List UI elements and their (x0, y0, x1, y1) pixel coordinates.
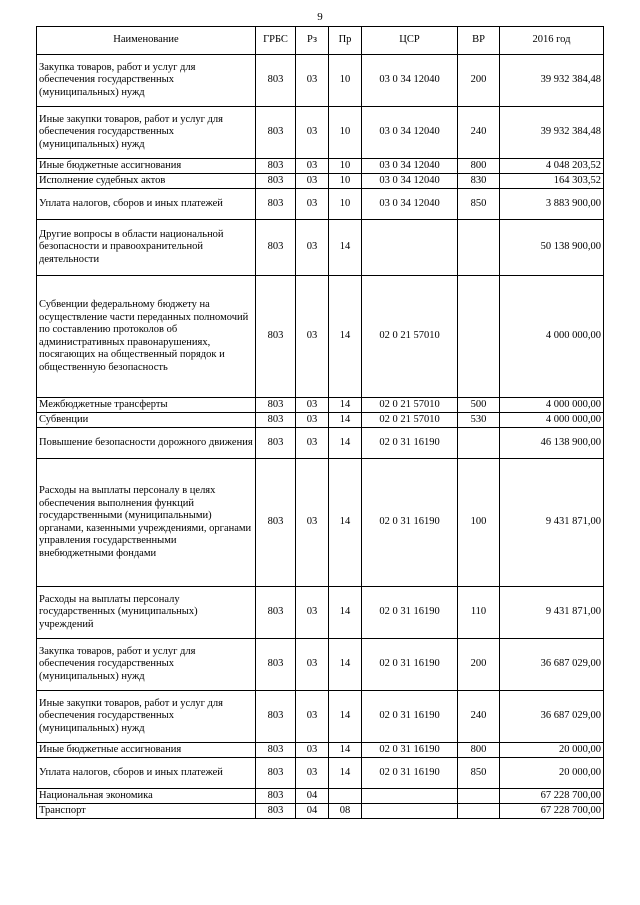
cell-vr: 850 (458, 758, 500, 789)
cell-amount: 46 138 900,00 (500, 428, 604, 459)
cell-csr: 02 0 31 16190 (362, 743, 458, 758)
cell-amount: 36 687 029,00 (500, 639, 604, 691)
table-row (37, 804, 604, 819)
cell-rz: 04 (296, 804, 329, 819)
cell-vr: 830 (458, 174, 500, 189)
table-header-row (37, 27, 604, 55)
cell-csr (362, 804, 458, 819)
cell-grbs: 803 (256, 159, 296, 174)
cell-vr (458, 804, 500, 819)
cell-vr (458, 428, 500, 459)
cell-vr (458, 276, 500, 398)
cell-grbs: 803 (256, 459, 296, 587)
cell-amount: 164 303,52 (500, 174, 604, 189)
header-grbs: ГРБС (256, 27, 296, 55)
cell-rz: 03 (296, 459, 329, 587)
cell-rz: 03 (296, 758, 329, 789)
cell-vr (458, 789, 500, 804)
cell-amount: 4 000 000,00 (500, 398, 604, 413)
header-csr: ЦСР (362, 27, 458, 55)
cell-pr (329, 789, 362, 804)
cell-csr: 02 0 31 16190 (362, 459, 458, 587)
header-year: 2016 год (500, 27, 604, 55)
cell-grbs: 803 (256, 691, 296, 743)
cell-grbs: 803 (256, 107, 296, 159)
cell-pr: 14 (329, 413, 362, 428)
cell-vr: 500 (458, 398, 500, 413)
cell-csr (362, 789, 458, 804)
cell-name: Уплата налогов, сборов и иных платежей (37, 189, 256, 220)
cell-rz: 03 (296, 587, 329, 639)
cell-name: Иные закупки товаров, работ и услуг для обеспечения государственных (муниципальных) нужд (37, 107, 256, 159)
cell-csr: 03 0 34 12040 (362, 55, 458, 107)
table-row (37, 413, 604, 428)
cell-grbs: 803 (256, 55, 296, 107)
cell-amount: 39 932 384,48 (500, 107, 604, 159)
cell-vr: 110 (458, 587, 500, 639)
cell-pr: 10 (329, 107, 362, 159)
cell-rz: 03 (296, 639, 329, 691)
cell-pr: 14 (329, 220, 362, 276)
cell-name: Закупка товаров, работ и услуг для обеспечения государственных (муниципальных) нужд (37, 55, 256, 107)
cell-name: Национальная экономика (37, 789, 256, 804)
cell-csr: 02 0 31 16190 (362, 587, 458, 639)
cell-amount: 67 228 700,00 (500, 789, 604, 804)
cell-vr: 240 (458, 691, 500, 743)
cell-grbs: 803 (256, 398, 296, 413)
table-row (37, 743, 604, 758)
cell-grbs: 803 (256, 174, 296, 189)
cell-amount: 20 000,00 (500, 758, 604, 789)
cell-pr: 14 (329, 639, 362, 691)
cell-grbs: 803 (256, 758, 296, 789)
cell-rz: 03 (296, 276, 329, 398)
cell-rz: 04 (296, 789, 329, 804)
cell-grbs: 803 (256, 189, 296, 220)
cell-vr: 800 (458, 743, 500, 758)
cell-csr: 03 0 34 12040 (362, 107, 458, 159)
cell-grbs: 803 (256, 587, 296, 639)
table-row (37, 107, 604, 159)
cell-grbs: 803 (256, 789, 296, 804)
cell-pr: 14 (329, 691, 362, 743)
cell-amount: 9 431 871,00 (500, 459, 604, 587)
cell-name: Исполнение судебных актов (37, 174, 256, 189)
cell-csr: 02 0 31 16190 (362, 691, 458, 743)
cell-vr: 530 (458, 413, 500, 428)
cell-pr: 10 (329, 55, 362, 107)
cell-vr: 200 (458, 55, 500, 107)
cell-pr: 14 (329, 459, 362, 587)
cell-vr: 200 (458, 639, 500, 691)
table-row (37, 55, 604, 107)
cell-rz: 03 (296, 398, 329, 413)
cell-pr: 14 (329, 743, 362, 758)
table-row (37, 174, 604, 189)
cell-rz: 03 (296, 413, 329, 428)
table-row (37, 639, 604, 691)
cell-csr: 02 0 31 16190 (362, 758, 458, 789)
cell-pr: 14 (329, 276, 362, 398)
cell-csr: 02 0 31 16190 (362, 639, 458, 691)
cell-rz: 03 (296, 220, 329, 276)
cell-amount: 4 000 000,00 (500, 276, 604, 398)
cell-grbs: 803 (256, 743, 296, 758)
table-row (37, 789, 604, 804)
cell-pr: 14 (329, 587, 362, 639)
cell-amount: 36 687 029,00 (500, 691, 604, 743)
budget-table (36, 26, 604, 819)
cell-name: Иные закупки товаров, работ и услуг для обеспечения государственных (муниципальных) нужд (37, 691, 256, 743)
cell-rz: 03 (296, 55, 329, 107)
cell-amount: 67 228 700,00 (500, 804, 604, 819)
cell-name: Иные бюджетные ассигнования (37, 159, 256, 174)
cell-amount: 20 000,00 (500, 743, 604, 758)
cell-pr: 10 (329, 189, 362, 220)
cell-rz: 03 (296, 743, 329, 758)
cell-grbs: 803 (256, 276, 296, 398)
cell-pr: 14 (329, 398, 362, 413)
table-row (37, 459, 604, 587)
cell-amount: 3 883 900,00 (500, 189, 604, 220)
cell-pr: 14 (329, 758, 362, 789)
header-vr: ВР (458, 27, 500, 55)
cell-rz: 03 (296, 107, 329, 159)
table-row (37, 428, 604, 459)
cell-name: Субвенции (37, 413, 256, 428)
cell-pr: 10 (329, 174, 362, 189)
cell-rz: 03 (296, 159, 329, 174)
cell-name: Межбюджетные трансферты (37, 398, 256, 413)
cell-grbs: 803 (256, 804, 296, 819)
table-row (37, 159, 604, 174)
cell-csr: 02 0 21 57010 (362, 398, 458, 413)
header-pr: Пр (329, 27, 362, 55)
cell-csr: 02 0 21 57010 (362, 276, 458, 398)
table-row (37, 587, 604, 639)
cell-rz: 03 (296, 189, 329, 220)
cell-vr: 100 (458, 459, 500, 587)
cell-amount: 4 000 000,00 (500, 413, 604, 428)
table-row (37, 276, 604, 398)
cell-pr: 08 (329, 804, 362, 819)
cell-csr: 02 0 31 16190 (362, 428, 458, 459)
cell-name: Закупка товаров, работ и услуг для обеспечения государственных (муниципальных) нужд (37, 639, 256, 691)
cell-pr: 10 (329, 159, 362, 174)
cell-name: Повышение безопасности дорожного движения (37, 428, 256, 459)
cell-pr: 14 (329, 428, 362, 459)
cell-grbs: 803 (256, 428, 296, 459)
cell-csr: 03 0 34 12040 (362, 174, 458, 189)
cell-vr: 240 (458, 107, 500, 159)
cell-amount: 9 431 871,00 (500, 587, 604, 639)
header-rz: Рз (296, 27, 329, 55)
cell-rz: 03 (296, 428, 329, 459)
cell-rz: 03 (296, 691, 329, 743)
cell-csr: 02 0 21 57010 (362, 413, 458, 428)
cell-amount: 50 138 900,00 (500, 220, 604, 276)
page-number: 9 (317, 11, 323, 23)
table-row (37, 758, 604, 789)
cell-vr: 800 (458, 159, 500, 174)
cell-name: Расходы на выплаты персоналу в целях обеспечения выполнения функций государственными (муниципальными) органами, казенными учреждениями, органами управления государственными внебюджетными фондами (37, 459, 256, 587)
cell-name: Иные бюджетные ассигнования (37, 743, 256, 758)
cell-rz: 03 (296, 174, 329, 189)
cell-vr (458, 220, 500, 276)
cell-name: Другие вопросы в области национальной безопасности и правоохранительной деятельности (37, 220, 256, 276)
cell-name: Уплата налогов, сборов и иных платежей (37, 758, 256, 789)
cell-name: Расходы на выплаты персоналу государственных (муниципальных) учреждений (37, 587, 256, 639)
table-row (37, 189, 604, 220)
table-row (37, 691, 604, 743)
table-row (37, 220, 604, 276)
cell-name: Транспорт (37, 804, 256, 819)
cell-csr (362, 220, 458, 276)
cell-amount: 39 932 384,48 (500, 55, 604, 107)
header-name: Наименование (37, 27, 256, 55)
cell-name: Субвенции федеральному бюджету на осуществление части переданных полномочий по составлению протоколов об административных правонарушениях, посягающих на общественный порядок и общественную безопасность (37, 276, 256, 398)
cell-csr: 03 0 34 12040 (362, 159, 458, 174)
cell-grbs: 803 (256, 413, 296, 428)
cell-grbs: 803 (256, 220, 296, 276)
cell-csr: 03 0 34 12040 (362, 189, 458, 220)
cell-amount: 4 048 203,52 (500, 159, 604, 174)
cell-grbs: 803 (256, 639, 296, 691)
cell-vr: 850 (458, 189, 500, 220)
table-row (37, 398, 604, 413)
